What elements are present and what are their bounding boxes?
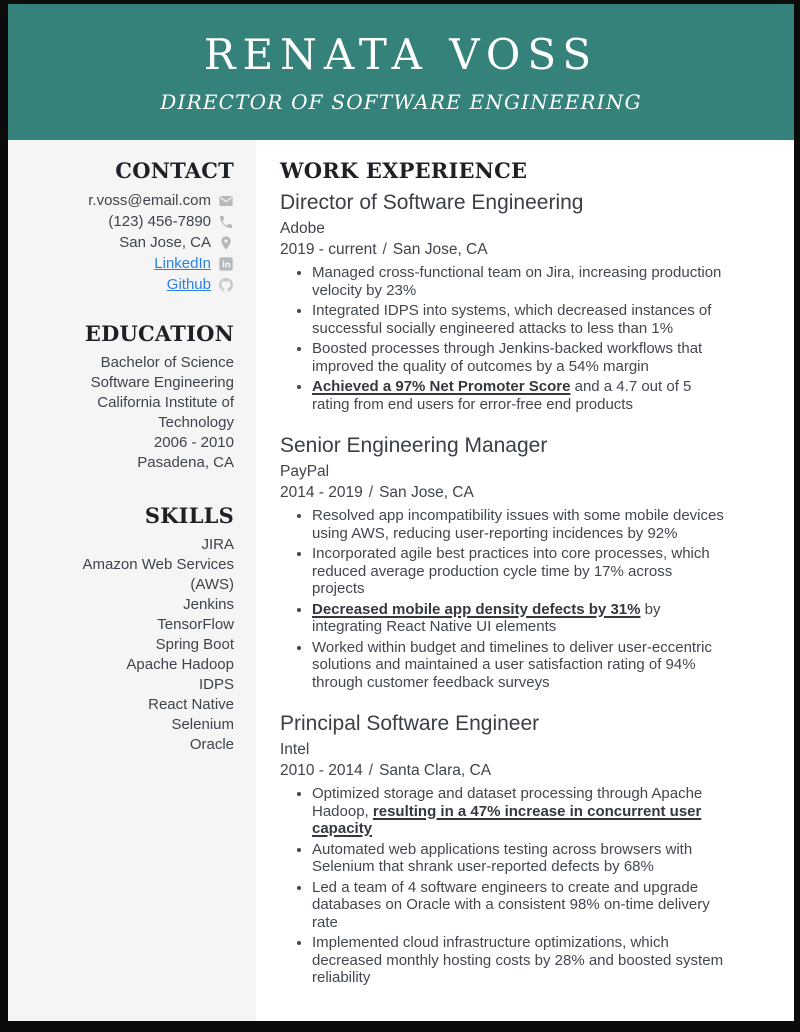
person-name: RENATA VOSS — [203, 30, 599, 79]
education-line: Software Engineering — [90, 374, 234, 391]
bullet-emphasis: resulting in a 47% increase in concurrent user capacity — [312, 802, 702, 837]
job-bullet — [312, 934, 728, 987]
contact-item — [58, 190, 234, 211]
bullet-text: Resolved app incompatibility issues with some mobile devices using AWS, reducing user-reporting incidences by 92% — [312, 507, 724, 542]
job-dates: 2010 - 2014 — [280, 762, 363, 779]
sidebar — [8, 140, 256, 1021]
bullet-text: Optimized storage and dataset processing through Apache Hadoop, — [312, 785, 703, 820]
job-entry — [280, 433, 728, 691]
skill-item: JIRA — [201, 536, 234, 553]
job-entry — [280, 711, 728, 987]
bullet-text: Worked within budget and timelines to deliver user-eccentric solutions and maintained a user satisfaction rating of 94% through customer feedback surveys — [312, 638, 712, 691]
bullet-text: Managed cross-functional team on Jira, increasing production velocity by 23% — [312, 264, 722, 299]
skill-item: Selenium — [171, 716, 234, 733]
contact-item — [58, 211, 234, 232]
education-section — [58, 321, 234, 473]
education-list — [58, 353, 234, 473]
bullet-text: Integrated IDPS into systems, which decreased instances of successful socially engineered attacks to less than 1% — [312, 302, 712, 337]
email-icon — [218, 193, 234, 209]
job-title: Senior Engineering Manager — [280, 434, 548, 457]
job-company: Adobe — [280, 220, 325, 237]
job-dates: 2019 - current — [280, 241, 377, 258]
contact-item — [58, 232, 234, 253]
bullet-emphasis: Decreased mobile app density defects by 31% — [312, 600, 641, 618]
skills-section — [58, 503, 234, 755]
bullet-text: Led a team of 4 software engineers to create and upgrade databases on Oracle with a consistent 98% on-time delivery rate — [312, 878, 710, 931]
bullet-text: Boosted processes through Jenkins-backed workflows that improved the quality of outcomes by a 54% margin — [312, 340, 703, 375]
education-heading: EDUCATION — [84, 321, 234, 346]
github-link[interactable]: Github — [166, 276, 211, 293]
skill-item: Jenkins — [183, 596, 234, 613]
skill-item: React Native — [148, 696, 234, 713]
job-bullets — [280, 264, 728, 413]
job-separator: / — [368, 762, 374, 779]
skill-item: IDPS — [198, 676, 234, 693]
job-bullet — [312, 879, 728, 932]
linkedin-icon — [218, 256, 234, 272]
github-icon — [218, 277, 234, 293]
job-bullet — [312, 841, 728, 876]
job-bullet — [312, 507, 728, 542]
job-bullet — [312, 545, 728, 598]
job-meta — [280, 482, 728, 503]
education-line: 2006 - 2010 — [153, 434, 234, 451]
job-company: Intel — [280, 741, 310, 758]
skills-heading: SKILLS — [144, 503, 234, 528]
job-meta — [280, 760, 728, 781]
skill-item: Oracle — [189, 736, 234, 753]
skill-item: TensorFlow — [157, 616, 234, 633]
job-bullet — [312, 340, 728, 375]
contact-value: r.voss@email.com — [88, 192, 211, 209]
contact-list — [58, 190, 234, 295]
linkedin-link[interactable]: LinkedIn — [154, 255, 211, 272]
job-meta — [280, 239, 728, 260]
skill-item: Spring Boot — [155, 636, 234, 653]
contact-section — [58, 158, 234, 295]
job-bullet — [312, 785, 728, 838]
job-bullet — [312, 302, 728, 337]
bullet-text: Implemented cloud infrastructure optimizations, which decreased monthly hosting costs by 28% and boosted system reliability — [312, 934, 724, 986]
contact-value: San Jose, CA — [119, 234, 211, 251]
skills-list — [58, 535, 234, 755]
job-location: Santa Clara, CA — [379, 762, 492, 779]
bullet-text: Incorporated agile best practices into core processes, which reduced average production cycle time by 17% across projects — [312, 545, 710, 597]
resume-body — [8, 140, 794, 1021]
job-bullet — [312, 601, 728, 636]
bullet-text: and a 4.7 out of 5 rating from end users for error-free end products — [312, 378, 692, 413]
job-title: Principal Software Engineer — [280, 712, 540, 735]
bullet-emphasis: Achieved a 97% Net Promoter Score — [312, 378, 571, 395]
job-bullet — [312, 264, 728, 299]
job-separator: / — [368, 484, 374, 501]
job-title: Director of Software Engineering — [280, 191, 584, 214]
job-list — [280, 190, 728, 987]
contact-item — [58, 253, 234, 274]
job-bullet — [312, 378, 728, 413]
job-bullet — [312, 639, 728, 692]
job-entry — [280, 190, 728, 413]
contact-item — [58, 274, 234, 295]
job-company: PayPal — [280, 463, 330, 480]
work-experience-section — [256, 140, 794, 1021]
education-line: Pasadena, CA — [137, 454, 234, 471]
bullet-text: by integrating React Native UI elements — [312, 600, 661, 635]
phone-icon — [218, 214, 234, 230]
job-bullets — [280, 507, 728, 691]
job-bullets — [280, 785, 728, 987]
job-separator: / — [382, 241, 387, 258]
resume-header — [8, 4, 794, 140]
person-title: DIRECTOR OF SOFTWARE ENGINEERING — [160, 90, 642, 114]
resume-page — [8, 4, 794, 1021]
job-location: San Jose, CA — [379, 484, 474, 501]
skill-item: Amazon Web Services (AWS) — [82, 556, 234, 593]
education-line: California Institute of Technology — [97, 394, 234, 431]
location-icon — [218, 235, 234, 251]
education-line: Bachelor of Science — [100, 354, 234, 371]
contact-value: (123) 456-7890 — [108, 213, 211, 230]
job-location: San Jose, CA — [392, 241, 488, 258]
work-experience-heading: WORK EXPERIENCE — [280, 158, 528, 183]
bullet-text: Automated web applications testing across browsers with Selenium that shrank user-reported defects by 68% — [312, 840, 693, 875]
skill-item: Apache Hadoop — [126, 656, 234, 673]
job-dates: 2014 - 2019 — [280, 484, 363, 501]
contact-heading: CONTACT — [115, 158, 234, 183]
